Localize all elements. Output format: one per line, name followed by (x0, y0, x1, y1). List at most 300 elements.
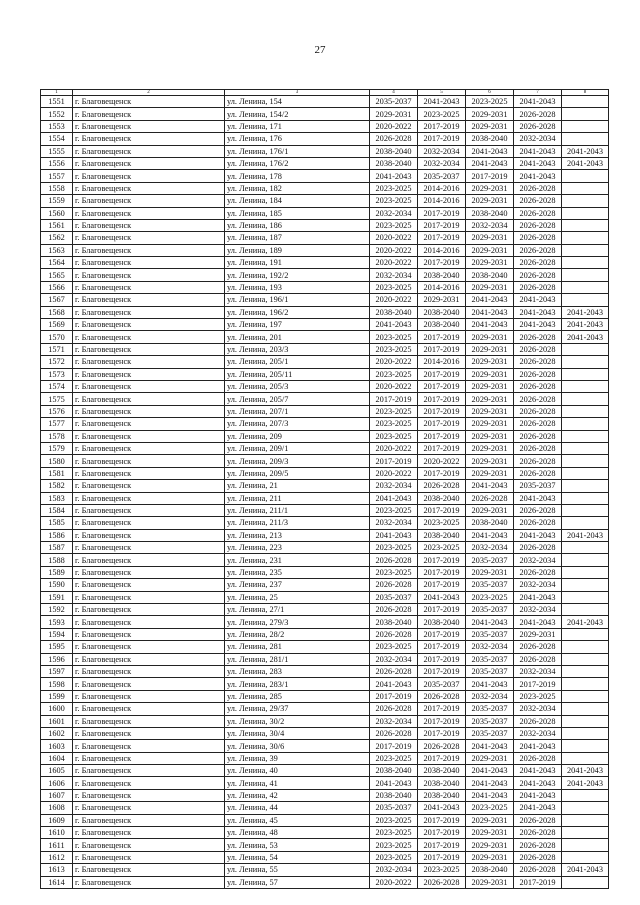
period-cell: 2029-2031 (466, 108, 514, 120)
period-cell: 2017-2019 (418, 566, 466, 578)
table-row (41, 690, 609, 702)
row-number: 1573 (41, 368, 73, 380)
period-cell: 2026-2028 (514, 331, 562, 343)
city-cell: г. Благовещенск (73, 765, 225, 777)
table-row (41, 182, 609, 194)
period-cell: 2038-2040 (370, 616, 418, 628)
header-cell: 3 (225, 90, 370, 96)
period-cell: 2017-2019 (418, 133, 466, 145)
city-cell: г. Благовещенск (73, 504, 225, 516)
period-cell: 2041-2043 (370, 777, 418, 789)
period-cell: 2029-2031 (466, 455, 514, 467)
period-cell: 2017-2019 (418, 628, 466, 640)
period-cell: 2029-2031 (466, 331, 514, 343)
city-cell: г. Благовещенск (73, 232, 225, 244)
period-cell: 2038-2040 (370, 306, 418, 318)
row-number: 1582 (41, 480, 73, 492)
period-cell: 2032-2034 (466, 641, 514, 653)
period-cell: 2041-2043 (370, 492, 418, 504)
city-cell: г. Благовещенск (73, 591, 225, 603)
period-cell: 2035-2037 (418, 678, 466, 690)
table-row (41, 641, 609, 653)
period-cell: 2035-2037 (466, 703, 514, 715)
city-cell: г. Благовещенск (73, 133, 225, 145)
period-cell: 2041-2043 (514, 789, 562, 801)
period-cell: 2041-2043 (562, 864, 609, 876)
address-cell: ул. Ленина, 30/4 (225, 727, 370, 739)
row-number: 1561 (41, 219, 73, 231)
period-cell: 2032-2034 (370, 207, 418, 219)
city-cell: г. Благовещенск (73, 294, 225, 306)
period-cell (562, 554, 609, 566)
period-cell (562, 653, 609, 665)
address-cell: ул. Ленина, 42 (225, 789, 370, 801)
address-cell: ул. Ленина, 39 (225, 752, 370, 764)
row-number: 1568 (41, 306, 73, 318)
city-cell: г. Благовещенск (73, 380, 225, 392)
city-cell: г. Благовещенск (73, 430, 225, 442)
table-row (41, 864, 609, 876)
address-cell: ул. Ленина, 209/3 (225, 455, 370, 467)
table-row (41, 678, 609, 690)
period-cell: 2029-2031 (466, 368, 514, 380)
period-cell: 2035-2037 (370, 802, 418, 814)
period-cell: 2017-2019 (418, 430, 466, 442)
period-cell (562, 96, 609, 108)
city-cell: г. Благовещенск (73, 851, 225, 863)
address-cell: ул. Ленина, 186 (225, 219, 370, 231)
period-cell: 2017-2019 (514, 678, 562, 690)
period-cell: 2023-2025 (370, 405, 418, 417)
period-cell: 2041-2043 (562, 529, 609, 541)
period-cell: 2020-2022 (370, 356, 418, 368)
table-row (41, 368, 609, 380)
city-cell: г. Благовещенск (73, 257, 225, 269)
period-cell: 2035-2037 (466, 653, 514, 665)
period-cell: 2035-2037 (466, 665, 514, 677)
city-cell: г. Благовещенск (73, 219, 225, 231)
table-row (41, 752, 609, 764)
period-cell: 2041-2043 (562, 765, 609, 777)
period-cell: 2020-2022 (370, 257, 418, 269)
period-cell: 2038-2040 (370, 789, 418, 801)
address-cell: ул. Ленина, 211/3 (225, 517, 370, 529)
table-row (41, 430, 609, 442)
period-cell (562, 628, 609, 640)
row-number: 1554 (41, 133, 73, 145)
period-cell: 2041-2043 (562, 306, 609, 318)
row-number: 1605 (41, 765, 73, 777)
period-cell: 2026-2028 (514, 418, 562, 430)
period-cell (562, 641, 609, 653)
city-cell: г. Благовещенск (73, 405, 225, 417)
address-cell: ул. Ленина, 209 (225, 430, 370, 442)
table-row (41, 195, 609, 207)
table-row (41, 380, 609, 392)
city-cell: г. Благовещенск (73, 628, 225, 640)
period-cell (562, 802, 609, 814)
row-number: 1610 (41, 827, 73, 839)
period-cell: 2029-2031 (466, 467, 514, 479)
period-cell (562, 678, 609, 690)
period-cell: 2032-2034 (370, 715, 418, 727)
period-cell: 2029-2031 (466, 405, 514, 417)
row-number: 1574 (41, 380, 73, 392)
city-cell: г. Благовещенск (73, 839, 225, 851)
row-number: 1578 (41, 430, 73, 442)
period-cell: 2014-2016 (418, 356, 466, 368)
city-cell: г. Благовещенск (73, 244, 225, 256)
row-number: 1560 (41, 207, 73, 219)
row-number: 1571 (41, 343, 73, 355)
table-row (41, 542, 609, 554)
address-cell: ул. Ленина, 211/1 (225, 504, 370, 516)
city-cell: г. Благовещенск (73, 207, 225, 219)
period-cell (562, 418, 609, 430)
period-cell: 2029-2031 (466, 232, 514, 244)
period-cell (562, 405, 609, 417)
period-cell: 2026-2028 (514, 566, 562, 578)
row-number: 1589 (41, 566, 73, 578)
period-cell: 2023-2025 (418, 108, 466, 120)
period-cell: 2026-2028 (418, 740, 466, 752)
city-cell: г. Благовещенск (73, 740, 225, 752)
row-number: 1576 (41, 405, 73, 417)
row-number: 1564 (41, 257, 73, 269)
period-cell: 2035-2037 (370, 96, 418, 108)
city-cell: г. Благовещенск (73, 480, 225, 492)
period-cell: 2023-2025 (370, 219, 418, 231)
row-number: 1584 (41, 504, 73, 516)
address-cell: ул. Ленина, 184 (225, 195, 370, 207)
period-cell: 2032-2034 (466, 542, 514, 554)
period-cell: 2038-2040 (466, 517, 514, 529)
address-cell: ул. Ленина, 28/2 (225, 628, 370, 640)
period-cell: 2029-2031 (466, 393, 514, 405)
address-cell: ул. Ленина, 205/1 (225, 356, 370, 368)
period-cell: 2017-2019 (418, 442, 466, 454)
city-cell: г. Благовещенск (73, 145, 225, 157)
period-cell (562, 393, 609, 405)
period-cell: 2026-2028 (514, 343, 562, 355)
housing-register-table (40, 89, 609, 889)
period-cell: 2026-2028 (514, 467, 562, 479)
period-cell: 2020-2022 (370, 442, 418, 454)
period-cell: 2032-2034 (466, 219, 514, 231)
period-cell (562, 455, 609, 467)
city-cell: г. Благовещенск (73, 492, 225, 504)
address-cell: ул. Ленина, 203/3 (225, 343, 370, 355)
city-cell: г. Благовещенск (73, 653, 225, 665)
row-number: 1569 (41, 319, 73, 331)
header-cell: 4 (370, 90, 418, 96)
period-cell (562, 492, 609, 504)
row-number: 1579 (41, 442, 73, 454)
row-number: 1552 (41, 108, 73, 120)
period-cell: 2041-2043 (466, 319, 514, 331)
period-cell: 2041-2043 (466, 777, 514, 789)
period-cell: 2017-2019 (418, 343, 466, 355)
period-cell (562, 703, 609, 715)
row-number: 1570 (41, 331, 73, 343)
period-cell: 2017-2019 (418, 715, 466, 727)
address-cell: ул. Ленина, 283/1 (225, 678, 370, 690)
period-cell: 2041-2043 (466, 157, 514, 169)
period-cell: 2026-2028 (514, 393, 562, 405)
period-cell (562, 665, 609, 677)
address-cell: ул. Ленина, 25 (225, 591, 370, 603)
period-cell: 2041-2043 (514, 145, 562, 157)
row-number: 1588 (41, 554, 73, 566)
period-cell: 2017-2019 (418, 504, 466, 516)
table-row (41, 108, 609, 120)
period-cell: 2017-2019 (418, 554, 466, 566)
period-cell: 2029-2031 (466, 356, 514, 368)
period-cell: 2023-2025 (418, 517, 466, 529)
period-cell: 2023-2025 (370, 851, 418, 863)
period-cell (562, 467, 609, 479)
period-cell: 2026-2028 (514, 442, 562, 454)
row-number: 1598 (41, 678, 73, 690)
period-cell: 2041-2043 (562, 319, 609, 331)
city-cell: г. Благовещенск (73, 566, 225, 578)
period-cell: 2038-2040 (418, 777, 466, 789)
city-cell: г. Благовещенск (73, 579, 225, 591)
table-row (41, 294, 609, 306)
city-cell: г. Благовещенск (73, 517, 225, 529)
table-row (41, 207, 609, 219)
period-cell: 2032-2034 (514, 554, 562, 566)
period-cell (562, 368, 609, 380)
header-cell: 8 (562, 90, 609, 96)
address-cell: ул. Ленина, 44 (225, 802, 370, 814)
row-number: 1612 (41, 851, 73, 863)
period-cell: 2041-2043 (562, 616, 609, 628)
period-cell: 2014-2016 (418, 281, 466, 293)
period-cell: 2041-2043 (466, 740, 514, 752)
address-cell: ул. Ленина, 231 (225, 554, 370, 566)
address-cell: ул. Ленина, 197 (225, 319, 370, 331)
city-cell: г. Благовещенск (73, 814, 225, 826)
table-row (41, 120, 609, 132)
period-cell: 2026-2028 (514, 405, 562, 417)
period-cell: 2029-2031 (466, 343, 514, 355)
row-number: 1567 (41, 294, 73, 306)
period-cell: 2029-2031 (466, 827, 514, 839)
city-cell: г. Благовещенск (73, 343, 225, 355)
address-cell: ул. Ленина, 237 (225, 579, 370, 591)
period-cell: 2029-2031 (466, 442, 514, 454)
row-number: 1587 (41, 542, 73, 554)
city-cell: г. Благовещенск (73, 108, 225, 120)
period-cell: 2017-2019 (418, 604, 466, 616)
row-number: 1603 (41, 740, 73, 752)
table-row (41, 591, 609, 603)
period-cell: 2026-2028 (370, 554, 418, 566)
period-cell: 2026-2028 (514, 380, 562, 392)
city-cell: г. Благовещенск (73, 281, 225, 293)
period-cell: 2017-2019 (418, 257, 466, 269)
row-number: 1557 (41, 170, 73, 182)
period-cell (562, 343, 609, 355)
row-number: 1566 (41, 281, 73, 293)
period-cell: 2041-2043 (466, 529, 514, 541)
table-row (41, 851, 609, 863)
period-cell: 2026-2028 (514, 851, 562, 863)
period-cell (562, 839, 609, 851)
row-number: 1606 (41, 777, 73, 789)
table-row (41, 802, 609, 814)
period-cell: 2041-2043 (514, 591, 562, 603)
period-cell: 2023-2025 (514, 690, 562, 702)
period-cell: 2023-2025 (370, 566, 418, 578)
period-cell: 2026-2028 (370, 703, 418, 715)
period-cell: 2038-2040 (418, 765, 466, 777)
table-row (41, 96, 609, 108)
city-cell: г. Благовещенск (73, 542, 225, 554)
address-cell: ул. Ленина, 196/1 (225, 294, 370, 306)
period-cell: 2017-2019 (418, 405, 466, 417)
row-number: 1597 (41, 665, 73, 677)
period-cell: 2026-2028 (514, 542, 562, 554)
period-cell: 2020-2022 (370, 876, 418, 888)
period-cell: 2041-2043 (370, 319, 418, 331)
period-cell: 2020-2022 (370, 294, 418, 306)
table-row (41, 269, 609, 281)
table-row (41, 467, 609, 479)
city-cell: г. Благовещенск (73, 715, 225, 727)
address-cell: ул. Ленина, 30/2 (225, 715, 370, 727)
period-cell: 2041-2043 (466, 789, 514, 801)
period-cell: 2032-2034 (514, 703, 562, 715)
period-cell: 2017-2019 (418, 839, 466, 851)
period-cell (562, 219, 609, 231)
period-cell: 2017-2019 (418, 653, 466, 665)
city-cell: г. Благовещенск (73, 789, 225, 801)
address-cell: ул. Ленина, 205/7 (225, 393, 370, 405)
city-cell: г. Благовещенск (73, 827, 225, 839)
period-cell: 2038-2040 (466, 269, 514, 281)
period-cell: 2026-2028 (370, 579, 418, 591)
address-cell: ул. Ленина, 176 (225, 133, 370, 145)
period-cell: 2029-2031 (466, 851, 514, 863)
table-row (41, 232, 609, 244)
period-cell: 2014-2016 (418, 244, 466, 256)
header-cell: 6 (466, 90, 514, 96)
row-number: 1614 (41, 876, 73, 888)
row-number: 1592 (41, 604, 73, 616)
period-cell: 2041-2043 (466, 145, 514, 157)
period-cell: 2041-2043 (466, 306, 514, 318)
period-cell: 2023-2025 (370, 542, 418, 554)
address-cell: ул. Ленина, 189 (225, 244, 370, 256)
address-cell: ул. Ленина, 185 (225, 207, 370, 219)
period-cell: 2017-2019 (418, 579, 466, 591)
period-cell: 2017-2019 (418, 703, 466, 715)
period-cell (562, 442, 609, 454)
period-cell: 2038-2040 (418, 306, 466, 318)
row-number: 1583 (41, 492, 73, 504)
period-cell: 2026-2028 (514, 244, 562, 256)
period-cell: 2032-2034 (514, 727, 562, 739)
period-cell (562, 591, 609, 603)
address-cell: ул. Ленина, 281 (225, 641, 370, 653)
address-cell: ул. Ленина, 171 (225, 120, 370, 132)
header-cell: 5 (418, 90, 466, 96)
period-cell (562, 542, 609, 554)
period-cell: 2035-2037 (514, 480, 562, 492)
period-cell: 2020-2022 (370, 232, 418, 244)
address-cell: ул. Ленина, 209/1 (225, 442, 370, 454)
table-row (41, 418, 609, 430)
row-number: 1559 (41, 195, 73, 207)
row-number: 1607 (41, 789, 73, 801)
period-cell (562, 120, 609, 132)
period-cell: 2023-2025 (370, 368, 418, 380)
period-cell: 2026-2028 (370, 665, 418, 677)
period-cell: 2041-2043 (514, 777, 562, 789)
period-cell: 2026-2028 (514, 827, 562, 839)
row-number: 1591 (41, 591, 73, 603)
table-row (41, 827, 609, 839)
period-cell: 2017-2019 (418, 331, 466, 343)
table-row (41, 703, 609, 715)
row-number: 1551 (41, 96, 73, 108)
period-cell: 2029-2031 (466, 257, 514, 269)
row-number: 1580 (41, 455, 73, 467)
period-cell: 2017-2019 (418, 467, 466, 479)
city-cell: г. Благовещенск (73, 120, 225, 132)
period-cell: 2032-2034 (370, 653, 418, 665)
period-cell: 2029-2031 (466, 839, 514, 851)
row-number: 1590 (41, 579, 73, 591)
period-cell: 2032-2034 (514, 579, 562, 591)
period-cell: 2026-2028 (514, 504, 562, 516)
period-cell: 2023-2025 (370, 814, 418, 826)
period-cell: 2035-2037 (466, 579, 514, 591)
period-cell: 2029-2031 (466, 120, 514, 132)
period-cell: 2023-2025 (466, 96, 514, 108)
period-cell: 2017-2019 (418, 232, 466, 244)
period-cell: 2017-2019 (370, 740, 418, 752)
address-cell: ул. Ленина, 207/1 (225, 405, 370, 417)
period-cell: 2029-2031 (466, 418, 514, 430)
period-cell: 2032-2034 (370, 864, 418, 876)
period-cell: 2017-2019 (370, 393, 418, 405)
period-cell: 2017-2019 (418, 665, 466, 677)
city-cell: г. Благовещенск (73, 678, 225, 690)
period-cell: 2017-2019 (418, 219, 466, 231)
city-cell: г. Благовещенск (73, 703, 225, 715)
address-cell: ул. Ленина, 192/2 (225, 269, 370, 281)
table-row (41, 145, 609, 157)
period-cell: 2041-2043 (418, 591, 466, 603)
period-cell: 2026-2028 (514, 219, 562, 231)
address-cell: ул. Ленина, 30/6 (225, 740, 370, 752)
row-number: 1595 (41, 641, 73, 653)
period-cell: 2041-2043 (562, 777, 609, 789)
address-cell: ул. Ленина, 207/3 (225, 418, 370, 430)
period-cell: 2017-2019 (418, 120, 466, 132)
period-cell: 2038-2040 (418, 492, 466, 504)
period-cell: 2029-2031 (466, 380, 514, 392)
period-cell: 2023-2025 (370, 343, 418, 355)
table-row (41, 319, 609, 331)
table-row (41, 616, 609, 628)
period-cell: 2035-2037 (370, 591, 418, 603)
row-number: 1604 (41, 752, 73, 764)
table-row (41, 814, 609, 826)
